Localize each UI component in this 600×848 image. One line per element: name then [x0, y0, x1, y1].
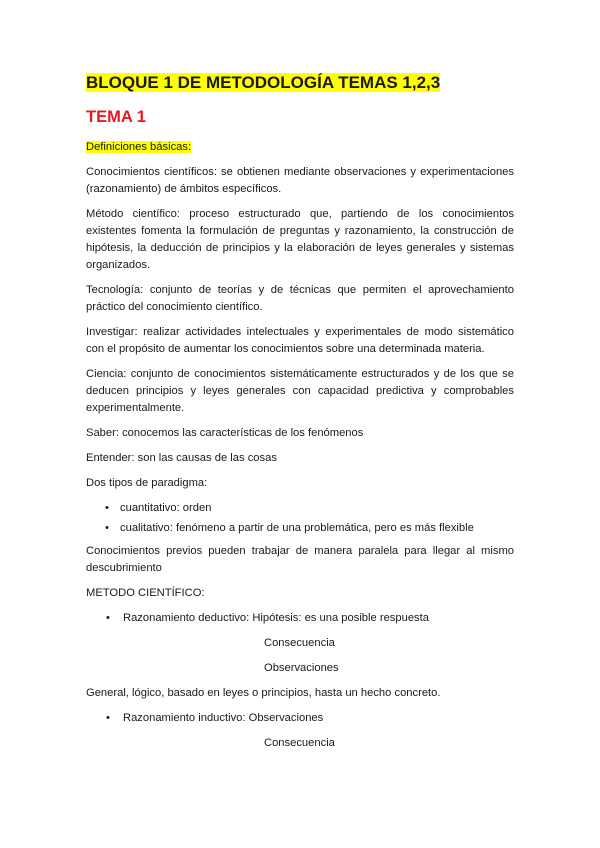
list-item: • Razonamiento deductivo: Hipótesis: es una posible respuesta — [123, 610, 514, 627]
inductivo-list — [86, 710, 514, 727]
paragraph-entender: Entender: son las causas de las cosas — [86, 452, 277, 464]
deductivo-list — [86, 610, 514, 627]
list-item: • cualitativo: fenómeno a partir de una problemática, pero es más flexible — [120, 520, 514, 537]
paragraph-investigar: Investigar: realizar actividades intelectuales y experimentales de modo sistemático con el propósito de aumentar los conocimientos sobre una determinada materia. — [86, 326, 514, 355]
paragraph-metodo: Método científico: proceso estructurado que, partiendo de los conocimientos existentes fomenta la formulación de preguntas y razonamiento, la construcción de hipótesis, la deducción de principios y la elaboración de leyes generales y sistemas organizados. — [86, 208, 514, 271]
paragraph-previos: Conocimientos previos pueden trabajar de manera paralela para llegar al mismo descubrimiento — [86, 545, 514, 574]
tema-heading: TEMA 1 — [86, 108, 146, 126]
paragraph-paradigma: Dos tipos de paradigma: — [86, 477, 208, 489]
list-item: • Razonamiento inductivo: Observaciones — [123, 710, 514, 727]
document-content — [86, 72, 514, 760]
paragraph-saber: Saber: conocemos las características de los fenómenos — [86, 427, 364, 439]
paragraph-tecnologia: Tecnología: conjunto de teorías y de técnicas que permiten el aprovechamiento práctico del conocimiento científico. — [86, 284, 514, 313]
deductivo-step: Observaciones — [264, 662, 339, 674]
paragraph-metodo-cientifico: METODO CIENTÍFICO: — [86, 587, 205, 599]
paragraph-conocimientos: Conocimientos científicos: se obtienen mediante observaciones y experimentaciones (razonamiento) de ámbitos específicos. — [86, 166, 514, 195]
document-title: BLOQUE 1 DE METODOLOGÍA TEMAS 1,2,3 — [86, 73, 441, 92]
list-item: • cuantitativo: orden — [120, 500, 514, 517]
inductivo-step: Consecuencia — [264, 737, 335, 749]
paradigma-list — [86, 500, 514, 537]
deductivo-step: Consecuencia — [264, 637, 335, 649]
paragraph-general: General, lógico, basado en leyes o principios, hasta un hecho concreto. — [86, 687, 441, 699]
paragraph-ciencia: Ciencia: conjunto de conocimientos sistemáticamente estructurados y de los que se deducen principios y leyes generales con capacidad predictiva y comprobables experimentalmente. — [86, 368, 514, 414]
definiciones-heading: Definiciones básicas: — [86, 141, 192, 153]
